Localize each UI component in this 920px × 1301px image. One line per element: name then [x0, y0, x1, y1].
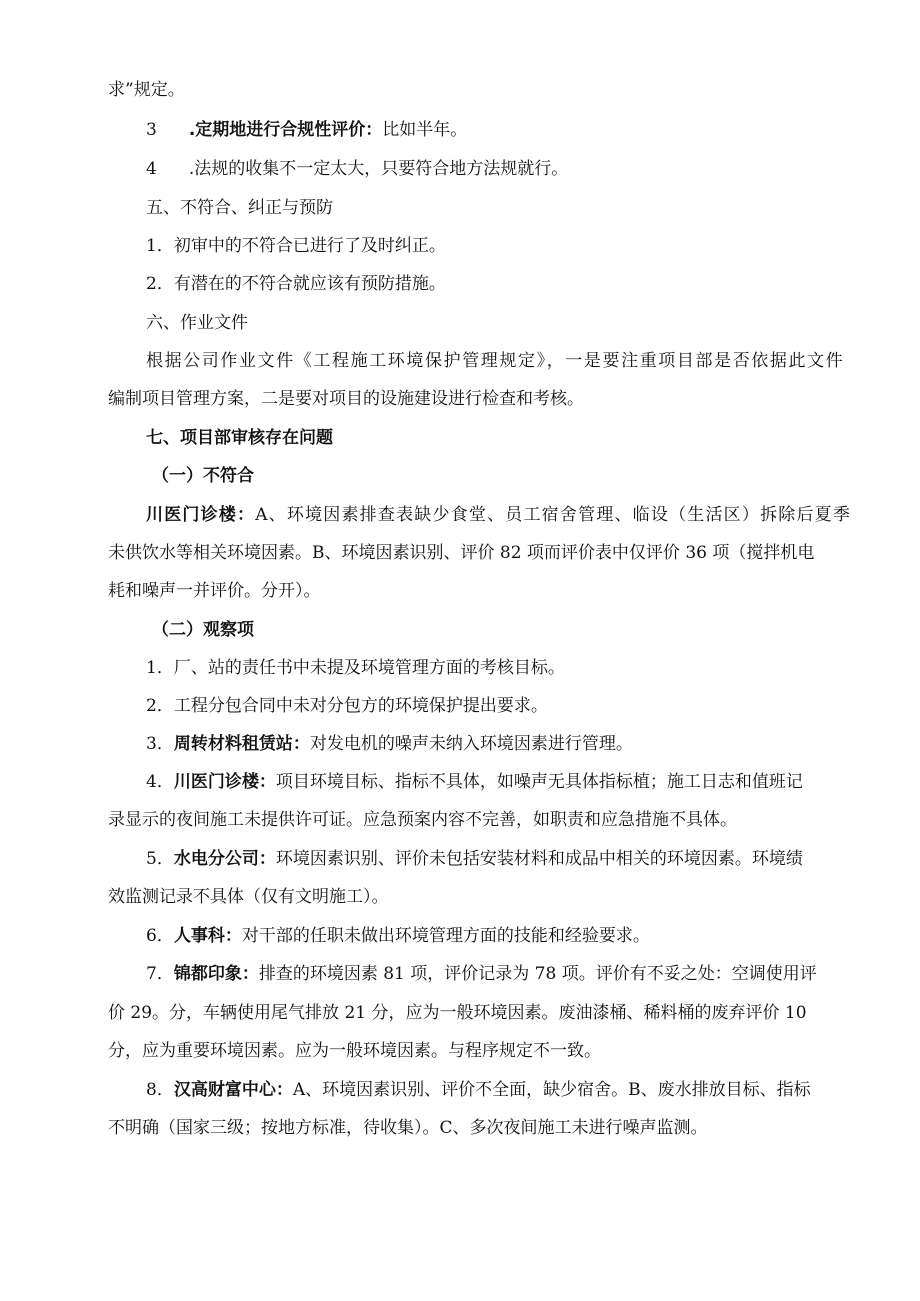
paragraph-line: 不明确（国家三级；按地方标准，待收集）。C、多次夜间施工未进行噪声监测。: [108, 1118, 708, 1138]
item-heading: 锦都印象：: [173, 964, 259, 984]
item-text: A、环境因素排查表缺少食堂、员工宿舍管理、临设（生活区）拆除后夏季: [255, 505, 852, 525]
item-text: .法规的收集不一定太大，只要符合地方法规就行。: [188, 159, 569, 179]
item-text: 排查的环境因素 81 项，评价记录为 78 项。评价有不妥之处：空调使用评: [258, 964, 817, 984]
item-text: 环境因素识别、评价未包括安装材料和成品中相关的环境因素。环境绩: [275, 849, 803, 869]
item-number: 7．: [146, 964, 174, 984]
item-heading: 汉高财富中心：: [173, 1080, 293, 1100]
list-item: [146, 733, 633, 755]
item-number: 8．: [146, 1080, 174, 1100]
paragraph-line: 未供饮水等相关环境因素。B、环境因素识别、评价 82 项而评价表中仅评价 36 项（搅拌机电: [108, 543, 815, 563]
subsection-heading: （二）观察项: [152, 620, 254, 640]
paragraph-line: 根据公司作业文件《工程施工环境保护管理规定》，一是要注重项目部是否依据此文件: [146, 351, 845, 371]
section-heading-7: 七、项目部审核存在问题: [146, 428, 333, 448]
item-heading: .定期地进行合规性评价：: [188, 120, 383, 140]
list-item: [146, 1079, 811, 1101]
item-heading: 川医门诊楼：: [173, 772, 276, 792]
list-item: 1．初审中的不符合已进行了及时纠正。: [146, 236, 446, 256]
item-heading: 人事科：: [173, 926, 242, 946]
list-item: 1．厂、站的责任书中未提及环境管理方面的考核目标。: [146, 658, 565, 678]
list-item: [146, 963, 817, 985]
section-heading-6: 六、作业文件: [146, 313, 248, 333]
list-item: 2．有潜在的不符合就应该有预防措施。: [146, 274, 446, 294]
list-item: [146, 848, 803, 870]
item-number: 5．: [146, 849, 174, 869]
item-number: 6．: [146, 926, 174, 946]
item-text: 项目环境目标、指标不具体，如噪声无具体指标植；施工日志和值班记: [275, 772, 803, 792]
item-text: 对干部的任职未做出环境管理方面的技能和经验要求。: [241, 926, 650, 946]
list-item-4: [146, 158, 568, 180]
item-number: 4: [146, 159, 157, 179]
paragraph-line: 录显示的夜间施工未提供许可证。应急预案内容不完善，如职责和应急措施不具体。: [108, 810, 737, 830]
item-heading: 川医门诊楼：: [146, 505, 256, 525]
item-text: 对发电机的噪声未纳入环境因素进行管理。: [309, 734, 633, 754]
item-text: 比如半年。: [382, 120, 468, 140]
list-item: [146, 771, 803, 793]
paragraph-line: 价 29。分，车辆使用尾气排放 21 分，应为一般环境因素。废油漆桶、稀料桶的废弃评价 10: [108, 1003, 807, 1023]
list-item-3: [146, 119, 467, 141]
subsection-heading: （一）不符合: [152, 466, 254, 486]
item-number: 3．: [146, 734, 174, 754]
paragraph-line: 分，应为重要环境因素。应为一般环境因素。与程序规定不一致。: [108, 1041, 601, 1061]
paragraph-line: 耗和噪声一并评价。分开）。: [108, 581, 321, 601]
paragraph-line: 效监测记录不具体（仅有文明施工）。: [108, 887, 389, 907]
item-text: A、环境因素识别、评价不全面，缺少宿舍。B、废水排放目标、指标: [292, 1080, 811, 1100]
nonconformity-line: [146, 504, 851, 526]
section-heading-5: 五、不符合、纠正与预防: [146, 198, 333, 218]
item-number: 3: [146, 120, 157, 140]
list-item: [146, 925, 650, 947]
item-number: 4．: [146, 772, 174, 792]
paragraph-line: 编制项目管理方案，二是要对项目的设施建设进行检查和考核。: [108, 389, 584, 409]
paragraph-continuation: 求”规定。: [108, 80, 185, 100]
item-heading: 水电分公司：: [173, 849, 276, 869]
list-item: 2．工程分包合同中未对分包方的环境保护提出要求。: [146, 696, 548, 716]
item-heading: 周转材料租赁站：: [173, 734, 310, 754]
